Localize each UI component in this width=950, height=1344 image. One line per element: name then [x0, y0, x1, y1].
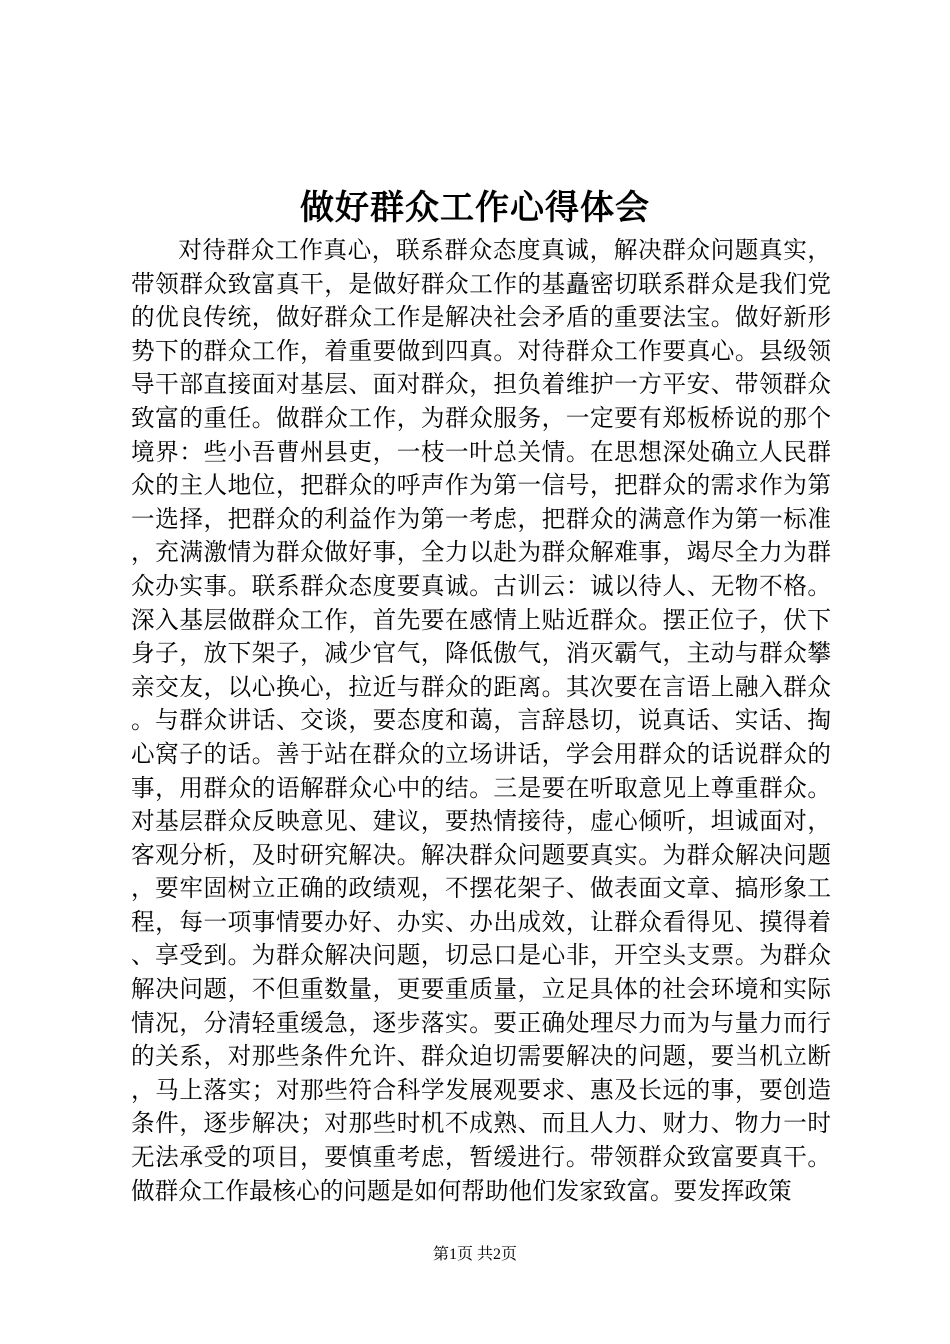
page-footer-indicator: 第1页 共2页 — [432, 1246, 517, 1263]
document-title: 做好群众工作心得体会 — [300, 188, 650, 228]
document-body-paragraph: 对待群众工作真心，联系群众态度真诚，解决群众问题真实，带领群众致富真干，是做好群众工作的基矗密切联系群众是我们党的优良传统，做好群众工作是解决社会矛盾的重要法宝。做好新形势下的群众工作，着重要做到四真。对待群众工作要真心。县级领导干部直接面对基层、面对群众，担负着维护一方平安、带领群众致富的重任。做群众工作，为群众服务，一定要有郑板桥说的那个境界：些小吾曹州县吏，一枝一叶总关情。在思想深处确立人民群众的主人地位，把群众的呼声作为第一信号，把群众的需求作为第一选择，把群众的利益作为第一考虑，把群众的满意作为第一标准，充满激情为群众做好事，全力以赴为群众解难事，竭尽全力为群众办实事。联系群众态度要真诚。古训云：诚以待人、无物不格。深入基层做群众工作，首先要在感情上贴近群众。摆正位子，伏下身子，放下架子，减少官气，降低傲气，消灭霸气，主动与群众攀亲交友，以心换心，拉近与群众的距离。其次要在言语上融入群众。与群众讲话、交谈，要态度和蔼，言辞恳切，说真话、实话、掏心窝子的话。善于站在群众的立场讲话，学会用群众的话说群众的事，用群众的语解群众心中的结。三是要在听取意见上尊重群众。对基层群众反映意见、建议，要热情接待，虚心倾听，坦诚面对，客观分析，及时研究解决。解决群众问题要真实。为群众解决问题，要牢固树立正确的政绩观，不摆花架子、做表面文章、搞形象工程，每一项事情要办好、办实、办出成效，让群众看得见、摸得着、享受到。为群众解决问题，切忌口是心非，开空头支票。为群众解决问题，不但重数量，更要重质量，立足具体的社会环境和实际情况，分清轻重缓急，逐步落实。要正确处理尽力而为与量力而行的关系，对那些条件允许、群众迫切需要解决的问题，要当机立断，马上落实；对那些符合科学发展观要求、惠及长远的事，要创造条件，逐步解决；对那些时机不成熟、而且人力、财力、物力一时无法承受的项目，要慎重考虑，暂缓进行。带领群众致富要真干。做群众工作最核心的问题是如何帮助他们发家致富。要发挥政策 — [131, 236, 831, 1205]
